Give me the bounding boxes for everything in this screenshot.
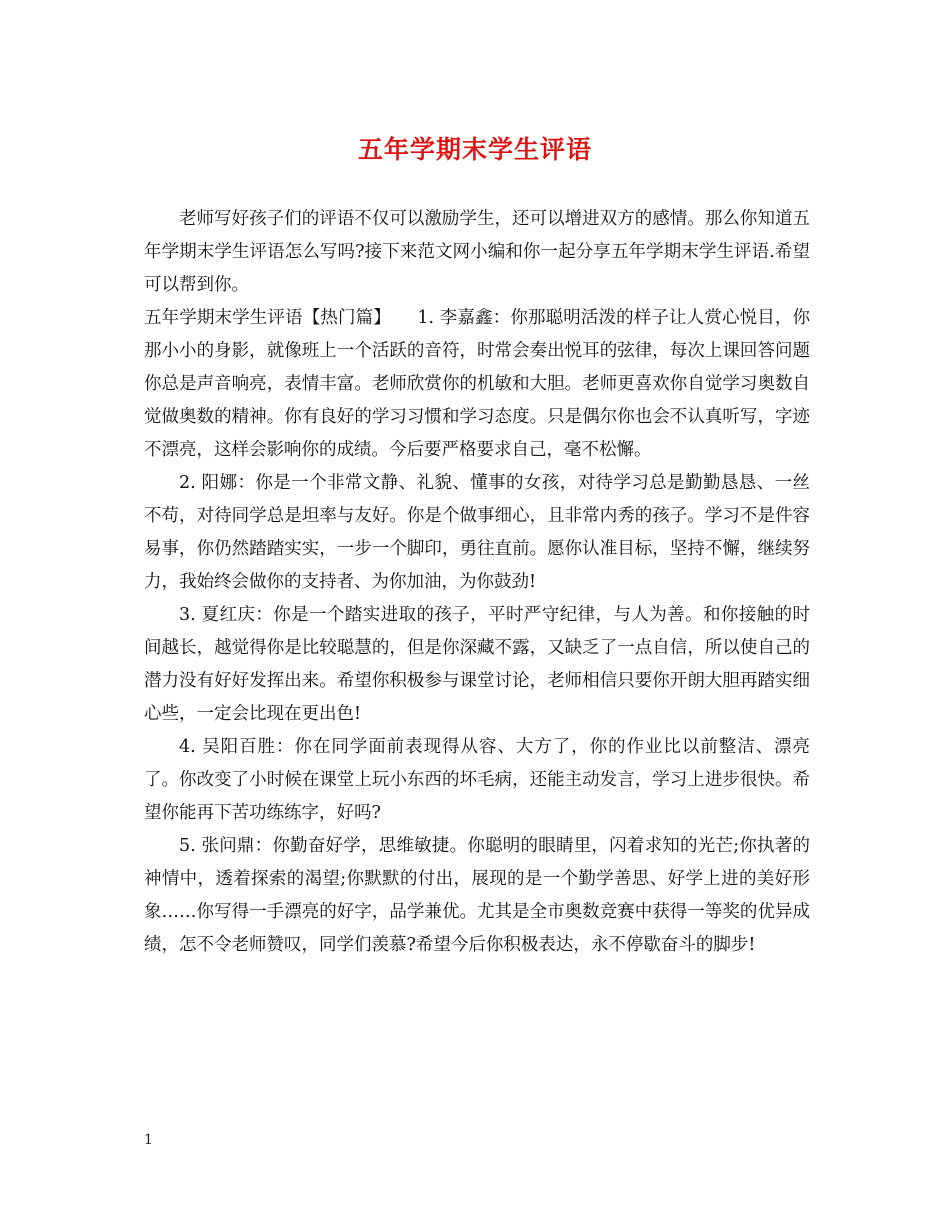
- comment-paragraph-3: 3. 夏红庆：你是一个踏实进取的孩子，平时严守纪律，与人为善。和你接触的时间越长，越觉得你是比较聪慧的，但是你深藏不露，又缺乏了一点自信，所以使自己的潜力没有好好发挥出来。希望你积极参与课堂讨论，老师相信只要你开朗大胆再踏实细心些，一定会比现在更出色!: [144, 605, 810, 724]
- document-body: [144, 203, 810, 962]
- comment-paragraph-4: 4. 吴阳百胜：你在同学面前表现得从容、大方了，你的作业比以前整洁、漂亮了。你改变了小时候在课堂上玩小东西的坏毛病，还能主动发言，学习上进步很快。希望你能再下苦功练练字，好吗?: [144, 737, 810, 823]
- comment-paragraph-2: 2. 阳娜：你是一个非常文静、礼貌、懂事的女孩，对待学习总是勤勤恳恳、一丝不苟，对待同学总是坦率与友好。你是个做事细心，且非常内秀的孩子。学习不是件容易事，你仍然踏踏实实，一步一个脚印，勇往直前。愿你认准目标，坚持不懈，继续努力，我始终会做你的支持者、为你加油，为你鼓劲!: [144, 473, 810, 592]
- page-title: 五年学期末学生评语: [357, 135, 592, 164]
- comment-paragraph-5: 5. 张问鼎：你勤奋好学，思维敏捷。你聪明的眼睛里，闪着求知的光芒;你执著的神情中，透着探索的渴望;你默默的付出，展现的是一个勤学善思、好学上进的美好形象……你写得一手漂亮的好字，品学兼优。尤其是全市奥数竞赛中获得一等奖的优异成绩，怎不令老师赞叹，同学们羡慕?希望今后你积极表达，永不停歇奋斗的脚步!: [144, 836, 810, 955]
- comment-paragraph-1: 五年学期末学生评语【热门篇】 1. 李嘉鑫：你那聪明活泼的样子让人赏心悦目，你那小小的身影，就像班上一个活跃的音符，时常会奏出悦耳的弦律，每次上课回答问题你总是声音响亮，表情丰富。老师欣赏你的机敏和大胆。老师更喜欢你自觉学习奥数自觉做奥数的精神。你有良好的学习习惯和学习态度。只是偶尔你也会不认真听写，字迹不漂亮，这样会影响你的成绩。今后要严格要求自己，毫不松懈。: [144, 308, 810, 460]
- page-number: 1: [144, 1132, 153, 1148]
- intro-paragraph: 老师写好孩子们的评语不仅可以激励学生，还可以增进双方的感情。那么你知道五年学期末学生评语怎么写吗?接下来范文网小编和你一起分享五年学期末学生评语.希望可以帮到你。: [144, 209, 810, 295]
